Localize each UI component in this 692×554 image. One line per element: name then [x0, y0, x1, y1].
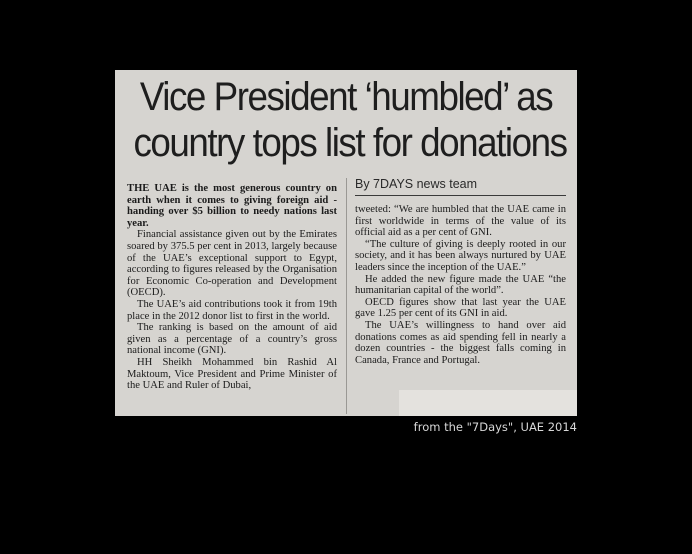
article-paragraph: HH Sheikh Mohammed bin Rashid Al Maktoum, Vice President and Prime Minister of the UAE and Ruler of Dubai,: [127, 356, 337, 392]
source-caption: from the "7Days", UAE 2014: [413, 420, 577, 434]
headline-line-1: Vice President ‘humbled’ as: [139, 75, 553, 119]
article-paragraph: Financial assistance given out by the Emirates soared by 375.5 per cent in 2013, largely because of the UAE’s exceptional support to Egypt, according to figures released by the Organisation for Economic Co-operation and Development (OECD).: [127, 229, 337, 299]
newspaper-clipping: [115, 70, 577, 416]
article-paragraph: OECD figures show that last year the UAE gave 1.25 per cent of its GNI in aid.: [355, 296, 566, 320]
article-paragraph: “The culture of giving is deeply rooted in our society, and it has been always nurtured by UAE leaders since the inception of the UAE.”: [355, 238, 566, 273]
headline: [133, 74, 567, 166]
article-paragraph: tweeted: “We are humbled that the UAE came in first worldwide in terms of the value of its official aid as a per cent of GNI.: [355, 204, 566, 239]
article-paragraph: The UAE’s willingness to hand over aid donations comes as aid spending fell in nearly a dozen countries - the biggest falls coming in Canada, France and Portugal.: [355, 319, 566, 366]
article-column-left: [127, 183, 337, 392]
article-paragraph: The UAE’s aid contributions took it from 19th place in the 2012 donor list to first in the world.: [127, 298, 337, 322]
article-paragraph: The ranking is based on the amount of aid given as a percentage of a country’s gross national income (GNI).: [127, 322, 337, 357]
torn-paper-strip: [399, 390, 577, 416]
byline: By 7DAYS news team: [355, 177, 566, 196]
article-column-right: [355, 204, 566, 366]
headline-line-2: country tops list for donations: [133, 121, 567, 165]
article-paragraph: He added the new figure made the UAE “the humanitarian capital of the world”.: [355, 273, 566, 297]
column-divider: [346, 178, 347, 414]
lead-paragraph: THE UAE is the most generous country on earth when it comes to giving foreign aid - handing over $5 billion to needy nations last year.: [127, 183, 337, 229]
